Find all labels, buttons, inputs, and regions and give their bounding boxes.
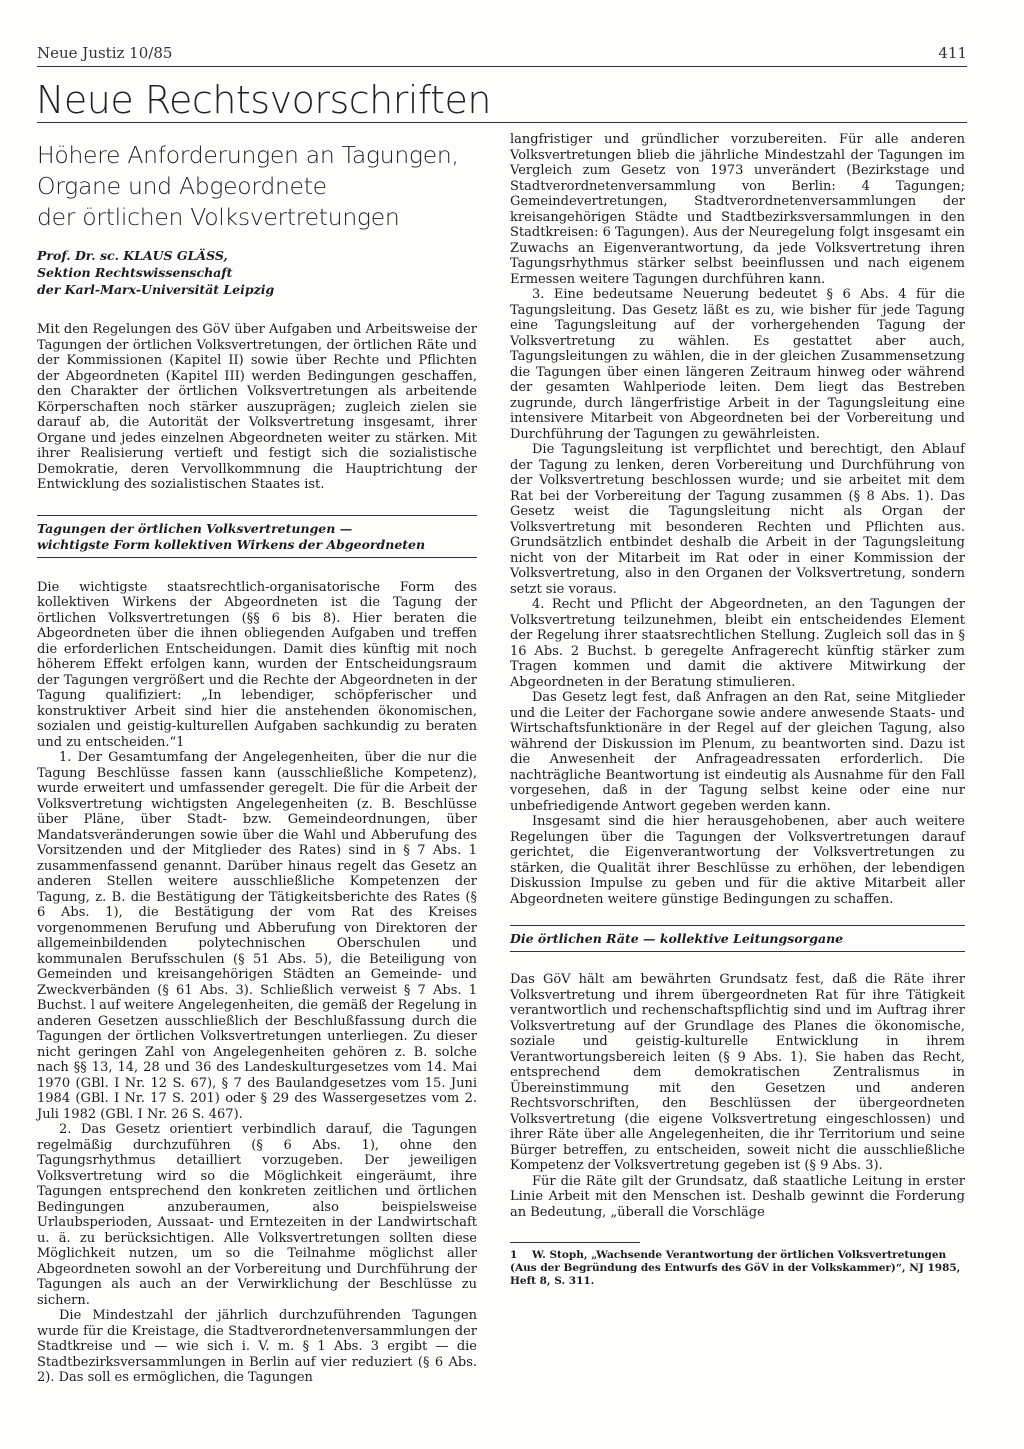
page-number: 411 [938, 44, 967, 62]
running-header [37, 44, 967, 66]
footnote-number: 1 [510, 1249, 518, 1261]
subhead-line: wichtigste Form kollektiven Wirkens der Abgeordneten [37, 536, 426, 552]
section-rule [37, 122, 967, 123]
section-title: Neue Rechtsvorschriften [36, 78, 491, 122]
author-block [37, 247, 477, 298]
paragraph: Das GöV hält am bewährten Grundsatz fest, daß die Räte ihrer Volksvertretung und ihrem übergeordneten Rat für ihre Tätigkeit verantwortlich und rechenschaftspflichtig sind und im Auftrag ihrer Volksvertretung auf der Grundlage des Planes die ökonomische, soziale und geistig-kulturelle Entwicklung in ihrem Verantwortungsbereich leiten (§ 9 Abs. 1). Sie haben das Recht, entsprechend dem demokratischen Zentralismus in Übereinstimmung mit den Gesetzen und anderen Rechtsvorschriften, den Beschlüssen der übergeordneten Volksvertretung (die eigene Volksvertretung eingeschlossen) und ihrer Räte über alle Angelegenheiten, die ihr Territorium und seine Bürger betreffen, zu entscheiden, soweit nicht die ausschließliche Kompetenz der Volksvertretung gegeben ist (§ 9 Abs. 3). [510, 972, 965, 1173]
paragraph: langfristiger und gründlicher vorzubereiten. Für alle anderen Volksvertretungen blieb die jährliche Mindestzahl der Tagungen im Vergleich zum Gesetz von 1973 unverändert (Bezirkstage und Stadtverordnetenversammlung von Berlin: 4 Tagungen; Gemeindevertretungen, Stadtverordnetenversammlungen der kreisangehörigen Städte und Stadtbezirksversammlungen in den Stadtkreisen: 6 Tagungen). Aus der Neuregelung folgt insgesamt ein Zuwachs an Eigenverantwortung, da jede Volksvertretung ihren Tagungsrhythmus stärker selbst beeinflussen und nach eigenem Ermessen weitere Tagungen durchführen kann. [510, 132, 965, 287]
article-title-line: Organe und Abgeordnete [37, 172, 327, 200]
subhead-line: Tagungen der örtlichen Volksvertretungen — [37, 520, 353, 536]
paragraph: 1. Der Gesamtumfang der Angelegenheiten, über die nur die Tagung Beschlüsse fassen kann (ausschließliche Kompetenz), wurde erweitert und umfassender geregelt. Die für die Arbeit der Volksvertretung wichtigsten Angelegenheiten (z. B. Beschlüsse über Pläne, über Stadt- bzw. Gemeindeordnungen, über Mandatsveränderungen sowie über die Wahl und Abberufung des Vorsitzenden und der Mitglieder des Rates) sind in § 7 Abs. 1 zusammenfassend genannt. Darüber hinaus regelt das Gesetz an anderen Stellen weitere ausschließliche Kompetenzen der Tagung, z. B. die Bestätigung der Tätigkeitsberichte des Rates (§ 6 Abs. 1), die Bestätigung der vom Rat des Kreises vorgenommenen Berufung und Abberufung von Direktoren der allgemeinbildenden polytechnischen Oberschulen und kommunalen Berufsschulen (§ 51 Abs. 5), die Beteiligung von Gemeinden und kreisangehörigen Städten an Gemeinde- und Zweckverbänden (§ 61 Abs. 3). Schließlich verweist § 7 Abs. 1 Buchst. l auf weitere Angelegenheiten, die gemäß der Regelung in anderen Gesetzen ausschließlich der Beschlußfassung durch die Tagungen der örtlichen Volksvertretungen unterliegen. Zu dieser nicht geringen Zahl von Angelegenheiten gehören z. B. solche nach §§ 13, 14, 28 und 36 des Landeskulturgesetzes vom 14. Mai 1970 (GBl. I Nr. 12 S. 67), § 7 des Baulandgesetzes vom 15. Juni 1984 (GBl. I Nr. 17 S. 201) oder § 29 des Wassergesetzes vom 2. Juli 1982 (GBl. I Nr. 26 S. 467). [37, 750, 477, 1122]
article-title-line: der örtlichen Volksvertretungen [37, 203, 400, 231]
author-affiliation: Sektion Rechtswissenschaft [37, 265, 233, 280]
subhead-line: Die örtlichen Räte — kollektive Leitungsorgane [510, 931, 844, 946]
paragraph: Die wichtigste staatsrechtlich-organisatorische Form des kollektiven Wirkens der Abgeordneten ist die Tagung der örtlichen Volksvertretungen (§§ 6 bis 8). Hier beraten die Abgeordneten über die ihnen obliegenden Aufgaben und treffen die erforderlichen Entscheidungen. Damit dies künftig mit noch höherem Effekt erfolgen kann, wurden der Entscheidungsraum der Tagungen vergrößert und die Rechte der Abgeordneten in der Tagung qualifiziert: „In lebendiger, schöpferischer und konstruktiver Arbeit sind hier die anstehenden ökonomischen, sozialen und geistig-kulturellen Aufgaben sachkundig zu beraten und zu entscheiden.“1 [37, 579, 477, 750]
subhead-tagungen [37, 515, 477, 558]
header-rule [37, 66, 967, 67]
right-column [510, 132, 965, 1288]
article-title-line: Höhere Anforderungen an Tagungen, [37, 141, 459, 169]
article-intro: Mit den Regelungen des GöV über Aufgaben und Arbeitsweise der Tagungen der örtlichen Volksvertretungen, der örtlichen Räte und der Kommissionen (Kapitel II) sowie über Rechte und Pflichten der Abgeordneten (Kapitel III) werden Bedingungen geschaffen, den Charakter der örtlichen Volksvertretungen als arbeitende Körperschaften noch stärker auszuprägen; zugleich zielen sie darauf ab, die Autorität der Volksvertretung insgesamt, ihrer Organe und jedes einzelnen Abgeordneten weiter zu stärken. Mit ihrer Realisierung vertieft und festigt sich die sozialistische Demokratie, deren Vervollkommnung die Hauptrichtung der Entwicklung des sozialistischen Staates ist. [37, 322, 477, 492]
paragraph: Das Gesetz legt fest, daß Anfragen an den Rat, seine Mitglieder und die Leiter der Fachorgane sowie andere anwesende Staats- und Wirtschaftsfunktionäre in der Regel auf der gleichen Tagung, also während der Diskussion im Plenum, zu beantworten sind. Dazu ist die Anwesenheit der Anfrageadressaten erforderlich. Die nachträgliche Beantwortung ist eindeutig als Ausnahme für den Fall vorgesehen, daß in der Tagung selbst keine oder eine nur unbefriedigende Antwort gegeben werden kann. [510, 690, 965, 814]
journal-issue: Neue Justiz 10/85 [37, 44, 173, 62]
article-title [37, 140, 477, 233]
paragraph: Für die Räte gilt der Grundsatz, daß staatliche Leitung in erster Linie Arbeit mit den Menschen ist. Deshalb gewinnt die Forderung an Bedeutung, „überall die Vorschläge [510, 1173, 965, 1220]
paragraph: Die Tagungsleitung ist verpflichtet und berechtigt, den Ablauf der Tagung zu lenken, deren Vorbereitung und Durchführung von der Volksvertretung beschlossen wurde; und sie arbeitet mit dem Rat bei der Vorbereitung der Tagung zusammen (§ 8 Abs. 1). Das Gesetz weist die Tagungsleitung nicht als Organ der Volksvertretung mit besonderen Rechten und Pflichten aus. Grundsätzlich entbindet deshalb die Arbeit in der Tagungsleitung nicht von der Mitarbeit im Rat oder in einer Kommission der Volksvertretung, also in den Organen der Volksvertretung, sondern setzt sie voraus. [510, 442, 965, 597]
paragraph: 3. Eine bedeutsame Neuerung bedeutet § 6 Abs. 4 für die Tagungsleitung. Das Gesetz läßt es zu, wie bisher für jede Tagung eine Tagungsleitung auf der vorhergehenden Tagung der Volksvertretung zu wählen. Es gestattet aber auch, Tagungsleitungen zu wählen, die in der gleichen Zusammensetzung die Tagungen über einen längeren Zeitraum hinweg oder während der gesamten Wahlperiode leiten. Dem liegt das Bestreben zugrunde, durch längerfristige Arbeit in der Tagungsleitung eine intensivere Mitarbeit von Abgeordneten bei der Vorbereitung und Durchführung der Tagungen zu gewährleisten. [510, 287, 965, 442]
subhead-raete [510, 925, 965, 952]
paragraph: 4. Recht und Pflicht der Abgeordneten, an den Tagungen der Volksvertretung teilzunehmen, bleibt ein entscheidendes Element der Regelung ihrer staatsrechtlichen Stellung. Zugleich soll das in § 16 Abs. 2 Buchst. b geregelte Anfragerecht künftig stärker zum Tragen kommen und damit die aktivere Mitwirkung der Abgeordneten in der Beratung stimulieren. [510, 597, 965, 690]
paragraph: Die Mindestzahl der jährlich durchzuführenden Tagungen wurde für die Kreistage, die Stadtverordnetenversammlungen der Stadtkreise und — wie sich i. V. m. § 1 Abs. 3 ergibt — die Stadtbezirksversammlungen in Berlin auf vier reduziert (§ 6 Abs. 2). Das soll es ermöglichen, die Tagungen [37, 1308, 477, 1385]
author-institution: der Karl-Marx-Universität Leipzig [37, 282, 275, 297]
author-name: Prof. Dr. sc. KLAUS GLÄSS, [37, 248, 228, 263]
paragraph: Insgesamt sind die hier herausgehobenen, aber auch weitere Regelungen über die Tagungen der Volksvertretungen darauf gerichtet, die Eigenverantwortung der Volksvertretungen zu stärken, die Qualität ihrer Beschlüsse zu erhöhen, der lebendigen Diskussion Impulse zu geben und für die aktive Mitarbeit aller Abgeordneten weitere günstige Bedingungen zu schaffen. [510, 814, 965, 907]
left-column [37, 140, 477, 1386]
paragraph: 2. Das Gesetz orientiert verbindlich darauf, die Tagungen regelmäßig durchzuführen (§ 6 Abs. 1), ohne den Tagungsrhythmus detailliert vorzugeben. Der jeweiligen Volksvertretung wird so die Möglichkeit eingeräumt, ihre Tagungen entsprechend den konkreten zeitlichen und örtlichen Bedingungen anzuberaumen, also beispielsweise Urlaubsperioden, Aussaat- und Erntezeiten in der Landwirtschaft u. ä. zu berücksichtigen. Alle Volksvertretungen sollten diese Möglichkeit nutzen, um so die Teilnahme möglichst aller Abgeordneten sowohl an der Vorbereitung und Durchführung der Tagungen als auch an der Verwirklichung der Beschlüsse zu sichern. [37, 1122, 477, 1308]
footnote-text: W. Stoph, „Wachsende Verantwortung der örtlichen Volksvertretungen (Aus der Begründung des Entwurfs des GöV in der Volkskammer)“, NJ 1985, Heft 8, S. 311. [510, 1249, 961, 1287]
footnote [510, 1249, 965, 1288]
